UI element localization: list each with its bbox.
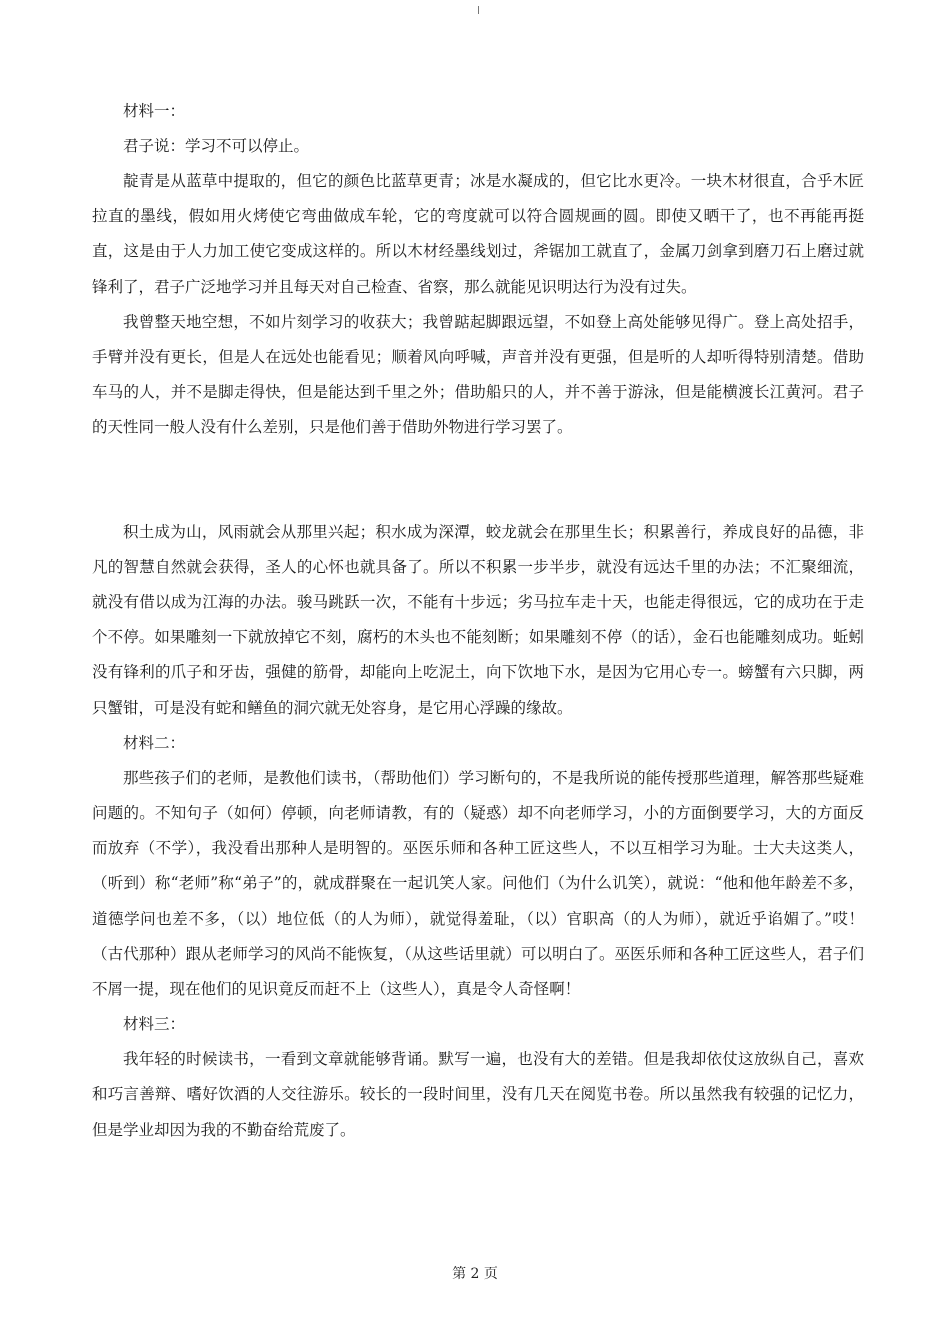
material-two-heading: 材料二：: [123, 733, 186, 752]
material-one-intro: 君子说：学习不可以停止。: [123, 137, 310, 155]
header-tick-mark: [478, 6, 479, 14]
material-one-heading: 材料一：: [123, 102, 186, 120]
material-one-paragraph-3: 积土成为山，风雨就会从那里兴起；积水成为深潭，蛟龙就会在那里生长；积累善行，养成良好的品德，非凡的智慧自然就会获得，圣人的心怀也就具备了。所以不积累一步半步，就没有远达千里的办法；不汇聚细流，就没有借以成为江海的办法。骏马跳跃一次，不能有十步远；劣马拉车走十天，也能走得很远，它的成功在于走个不停。如果雕刻一下就放掉它不刻，腐朽的木头也不能刻断；如果雕刻不停（的话），金石也能雕刻成功。蚯蚓没有锋利的爪子和牙齿，强健的筋骨，却能向上吃泥土，向下饮地下水，是因为它用心专一。螃蟹有六只脚，两只蟹钳，可是没有蛇和鳝鱼的洞穴就无处容身，是它用心浮躁的缘故。: [92, 522, 864, 717]
material-three-heading: 材料三：: [123, 1015, 186, 1034]
material-three-paragraph-1: 我年轻的时候读书，一看到文章就能够背诵。默写一遍，也没有大的差错。但是我却依仗这放纵自己，喜欢和巧言善辩、嗜好饮酒的人交往游乐。较长的一段时间里，没有几天在阅览书卷。所以虽然我有较强的记忆力，但是学业却因为我的不勤奋给荒废了。: [92, 1050, 864, 1139]
material-one-paragraph-1: 靛青是从蓝草中提取的，但它的颜色比蓝草更青；冰是水凝成的，但它比水更冷。一块木材很直，合乎木匠拉直的墨线，假如用火烤使它弯曲做成车轮，它的弯度就可以符合圆规画的圆。即使又晒干了，也不再能再挺直，这是由于人力加工使它变成这样的。所以木材经墨线划过，斧锯加工就直了，金属刀剑拿到磨刀石上磨过就锋利了，君子广泛地学习并且每天对自己检查、省察，那么就能见识明达行为没有过失。: [92, 172, 864, 296]
section-gap: [92, 446, 864, 515]
material-one-paragraph-2: 我曾整天地空想，不如片刻学习的收获大；我曾踮起脚跟远望，不如登上高处能够见得广。登上高处招手，手臂并没有更长，但是人在远处也能看见；顺着风向呼喊，声音并没有更强，但是听的人却听得特别清楚。借助车马的人，并不是脚走得快，但是能达到千里之外；借助船只的人，并不善于游泳，但是能横渡长江黄河。君子的天性同一般人没有什么差别，只是他们善于借助外物进行学习罢了。: [92, 312, 864, 437]
document-body: [92, 94, 864, 1148]
material-two-paragraph-1: 那些孩子们的老师，是教他们读书，（帮助他们）学习断句的，不是我所说的能传授那些道理，解答那些疑难问题的。不知句子（如何）停顿，向老师请教，有的（疑惑）却不向老师学习，小的方面倒要学习，大的方面反而放弃（不学），我没看出那种人是明智的。巫医乐师和各种工匠这些人，不以互相学习为耻。士大夫这类人，（听到）称“老师”称“弟子”的，就成群聚在一起讥笑人家。问他们（为什么讥笑），就说：“他和他年龄差不多，道德学问也差不多，（以）地位低（的人为师），就觉得羞耻，（以）官职高（的人为师），就近乎谄媚了。”哎！（古代那种）跟从老师学习的风尚不能恢复，（从这些话里就）可以明白了。巫医乐师和各种工匠这些人，君子们不屑一提，现在他们的见识竟反而赶不上（这些人），真是令人奇怪啊！: [92, 768, 864, 999]
page-number: 第 2 页: [452, 1266, 498, 1282]
